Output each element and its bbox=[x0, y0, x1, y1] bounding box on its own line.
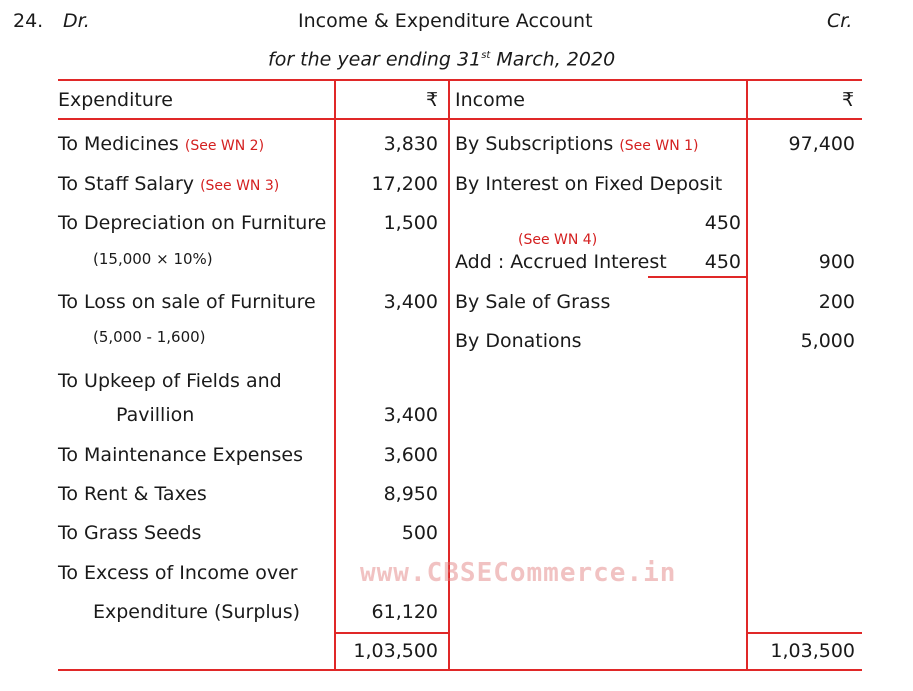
depreciation-calculation: (15,000 × 10%) bbox=[93, 250, 213, 268]
subscriptions-label: By Subscriptions bbox=[455, 133, 614, 155]
question-number: 24. bbox=[13, 10, 44, 32]
upkeep-label-line2: Pavillion bbox=[116, 404, 195, 426]
rent-label: To Rent & Taxes bbox=[58, 483, 207, 505]
subtitle-date-suffix: st bbox=[481, 50, 491, 61]
subtitle-date-text: for the year ending 31 bbox=[268, 48, 482, 71]
watermark: www.CBSECommerce.in bbox=[360, 558, 677, 588]
upkeep-label-line1: To Upkeep of Fields and bbox=[58, 370, 282, 392]
expenditure-header: Expenditure bbox=[58, 89, 173, 111]
salary-amount: 17,200 bbox=[371, 173, 438, 195]
grass-amount: 200 bbox=[818, 291, 855, 313]
exp-row-salary bbox=[58, 173, 279, 197]
interest-working-note: (See WN 4) bbox=[518, 232, 598, 248]
column-divider-3 bbox=[746, 79, 748, 671]
credit-label: Cr. bbox=[827, 10, 853, 32]
medicines-label: To Medicines bbox=[58, 133, 179, 155]
accrued-interest-label: Add : Accrued Interest bbox=[455, 251, 667, 273]
right-total-top-rule bbox=[746, 632, 862, 634]
medicines-working-note: (See WN 2) bbox=[184, 138, 265, 154]
grass-label: By Sale of Grass bbox=[455, 291, 611, 313]
subscriptions-amount: 97,400 bbox=[788, 133, 855, 155]
donations-label: By Donations bbox=[455, 330, 582, 352]
table-top-rule bbox=[58, 79, 862, 81]
exp-row-medicines bbox=[58, 133, 264, 157]
account-title: Income & Expenditure Account bbox=[298, 10, 593, 32]
excess-label-line1: To Excess of Income over bbox=[58, 562, 298, 584]
left-total-top-rule bbox=[334, 632, 448, 634]
upkeep-amount: 3,400 bbox=[383, 404, 438, 426]
subscriptions-working-note: (See WN 1) bbox=[619, 138, 699, 154]
accrued-interest-inner-amount: 450 bbox=[704, 251, 741, 273]
salary-label: To Staff Salary bbox=[58, 173, 195, 195]
loss-label: To Loss on sale of Furniture bbox=[58, 291, 316, 313]
rent-amount: 8,950 bbox=[383, 483, 438, 505]
column-divider-1 bbox=[334, 79, 336, 671]
income-header: Income bbox=[455, 89, 525, 111]
maintenance-label: To Maintenance Expenses bbox=[58, 444, 303, 466]
rupee-header-right: ₹ bbox=[842, 89, 855, 111]
maintenance-amount: 3,600 bbox=[383, 444, 438, 466]
seeds-amount: 500 bbox=[401, 522, 438, 544]
interest-inner-amount: 450 bbox=[704, 212, 741, 234]
medicines-amount: 3,830 bbox=[383, 133, 438, 155]
depreciation-amount: 1,500 bbox=[383, 212, 438, 234]
table-bottom-rule bbox=[58, 669, 862, 671]
depreciation-label: To Depreciation on Furniture bbox=[58, 212, 327, 234]
header-bottom-rule bbox=[58, 118, 862, 120]
income-total: 1,03,500 bbox=[770, 640, 855, 662]
subtitle-date-month: March, 2020 bbox=[490, 48, 616, 71]
interest-subtotal-rule bbox=[648, 276, 746, 278]
expenditure-total: 1,03,500 bbox=[353, 640, 438, 662]
seeds-label: To Grass Seeds bbox=[58, 522, 202, 544]
excess-label-line2: Expenditure (Surplus) bbox=[93, 601, 301, 623]
interest-label: By Interest on Fixed Deposit bbox=[455, 173, 723, 195]
account-subtitle bbox=[268, 45, 615, 70]
debit-label: Dr. bbox=[63, 10, 90, 32]
rupee-header-left: ₹ bbox=[426, 89, 439, 111]
donations-amount: 5,000 bbox=[800, 330, 855, 352]
salary-working-note: (See WN 3) bbox=[200, 178, 280, 194]
interest-amount: 900 bbox=[818, 251, 855, 273]
loss-calculation: (5,000 - 1,600) bbox=[93, 328, 206, 346]
inc-row-subscriptions bbox=[455, 133, 699, 157]
loss-amount: 3,400 bbox=[383, 291, 438, 313]
excess-amount: 61,120 bbox=[371, 601, 438, 623]
